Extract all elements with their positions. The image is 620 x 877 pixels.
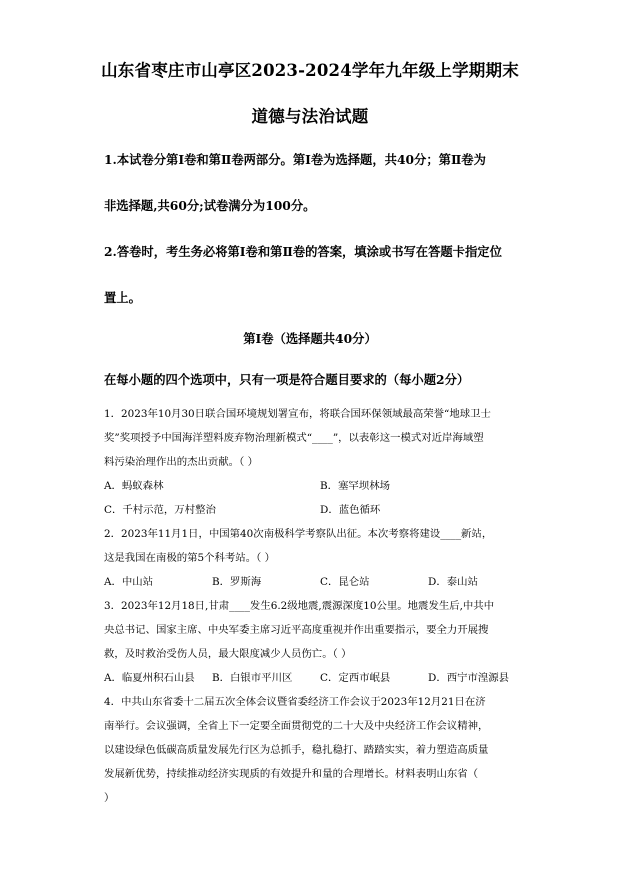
question-1-line: 料污染治理作出的杰出贡献。（ ） [104,456,258,468]
question-3-line: 救，及时救治受伤人员，最大限度减少人员伤亡。（ ） [104,648,352,660]
exam-note-line: 置上。 [104,290,141,305]
question-2-option-d: D．泰山站 [428,576,478,588]
section-title: 第Ⅰ卷（选择题共40分） [243,331,377,346]
question-3-line: 央总书记、国家主席、中央军委主席习近平高度重视并作出重要指示，要全力开展搜 [104,624,489,636]
question-4-line: 以建设绿色低碳高质量发展先行区为总抓手，稳扎稳打、踏踏实实，着力塑造高质量 [104,744,489,756]
question-2-line: 2．2023年11月1日，中国第40次南极科学考察队出征。本次考察将建设____新站， [104,528,493,540]
question-1-option-c: C．千村示范，万村整治 [104,504,216,516]
question-1-option-d: D．蓝色循环 [320,504,381,516]
question-3-option-a: A．临夏州积石山县 [104,672,195,684]
exam-note-line: 1.本试卷分第Ⅰ卷和第Ⅱ卷两部分。第Ⅰ卷为选择题，共40分；第Ⅱ卷为 [104,152,486,167]
exam-note-line: 2.答卷时，考生务必将第Ⅰ卷和第Ⅱ卷的答案，填涂或书写在答题卡指定位 [104,244,502,259]
question-2-option-b: B．罗斯海 [212,576,262,588]
question-3-option-b: B．白银市平川区 [212,672,293,684]
question-4-line: 4．中共山东省委十二届五次全体会议暨省委经济工作会议于2023年12月21日在济 [104,696,486,708]
question-1-line: 奖”奖项授予中国海洋塑料废弃物治理新模式“____”，以表彰这一模式对近岸海域塑 [104,432,484,444]
question-4-line: ） [104,792,115,804]
question-4-line: 南举行。会议强调，全省上下一定要全面贯彻党的二十大及中央经济工作会议精神， [104,720,489,732]
question-2-line: 这是我国在南极的第5个科考站。（ ） [104,552,275,564]
question-3-option-d: D．西宁市湟源县 [428,672,510,684]
doc-title-line2: 道德与法治试题 [251,107,369,126]
question-1-line: 1．2023年10月30日联合国环境规划署宣布，将联合国环保领域最高荣誉“地球卫士 [104,408,491,420]
question-4-line: 发展新优势，持续推动经济实现质的有效提升和量的合理增长。材料表明山东省（ [104,768,479,780]
question-2-option-c: C．昆仑站 [320,576,370,588]
question-3-line: 3．2023年12月18日,甘肃____发生6.2级地震,震源深度10公里。地震发生后,中共中 [104,600,495,612]
instruction-text: 在每小题的四个选项中，只有一项是符合题目要求的（每小题2分） [104,372,470,387]
doc-title-line1: 山东省枣庄市山亭区2023-2024学年九年级上学期期末 [101,61,519,80]
question-1-option-a: A．蚂蚁森林 [104,480,164,492]
exam-note-line: 非选择题,共60分;试卷满分为100分。 [104,198,316,213]
question-3-option-c: C．定西市岷县 [320,672,391,684]
question-1-option-b: B．塞罕坝林场 [320,480,390,492]
question-2-option-a: A．中山站 [104,576,154,588]
